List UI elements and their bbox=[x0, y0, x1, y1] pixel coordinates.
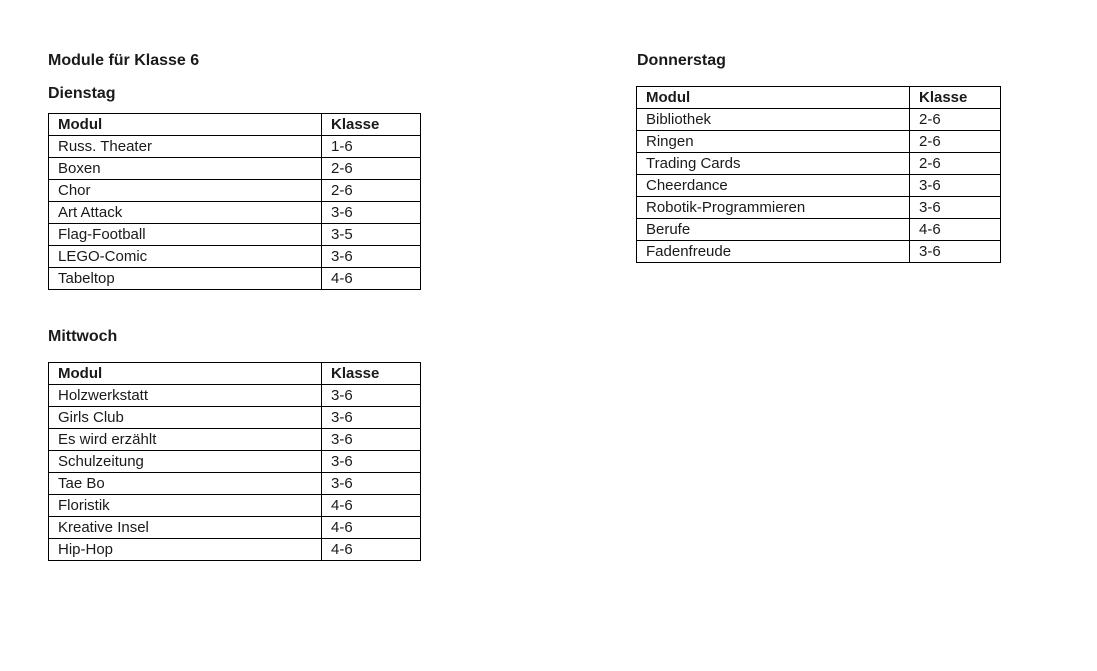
table-row bbox=[49, 407, 421, 429]
modul-cell: Girls Club bbox=[49, 407, 322, 429]
modul-cell: Schulzeitung bbox=[49, 451, 322, 473]
table-row bbox=[637, 175, 1001, 197]
klasse-cell: 3-5 bbox=[322, 224, 421, 246]
table-row bbox=[637, 109, 1001, 131]
column-header-modul: Modul bbox=[49, 363, 322, 385]
table-row bbox=[49, 158, 421, 180]
modul-cell: Bibliothek bbox=[637, 109, 910, 131]
column-header-klasse: Klasse bbox=[322, 363, 421, 385]
table-row bbox=[637, 153, 1001, 175]
table-row bbox=[49, 451, 421, 473]
dienstag-table bbox=[48, 113, 421, 290]
table-row bbox=[49, 539, 421, 561]
klasse-cell: 2-6 bbox=[910, 109, 1001, 131]
table-row bbox=[49, 268, 421, 290]
table-row bbox=[49, 517, 421, 539]
klasse-cell: 3-6 bbox=[910, 175, 1001, 197]
klasse-cell: 2-6 bbox=[322, 180, 421, 202]
klasse-cell: 2-6 bbox=[910, 153, 1001, 175]
donnerstag-table bbox=[636, 86, 1001, 263]
modul-cell: LEGO-Comic bbox=[49, 246, 322, 268]
klasse-cell: 2-6 bbox=[910, 131, 1001, 153]
modul-cell: Tae Bo bbox=[49, 473, 322, 495]
modul-cell: Boxen bbox=[49, 158, 322, 180]
klasse-cell: 1-6 bbox=[322, 136, 421, 158]
column-header-modul: Modul bbox=[49, 114, 322, 136]
mittwoch-table bbox=[48, 362, 421, 561]
klasse-cell: 3-6 bbox=[322, 202, 421, 224]
modul-cell: Tabeltop bbox=[49, 268, 322, 290]
klasse-cell: 2-6 bbox=[322, 158, 421, 180]
klasse-cell: 3-6 bbox=[322, 385, 421, 407]
modul-cell: Berufe bbox=[637, 219, 910, 241]
table-row bbox=[49, 473, 421, 495]
klasse-cell: 3-6 bbox=[322, 407, 421, 429]
table-row bbox=[49, 180, 421, 202]
modul-cell: Russ. Theater bbox=[49, 136, 322, 158]
table-row bbox=[49, 385, 421, 407]
section-heading-donnerstag: Donnerstag bbox=[637, 52, 726, 69]
table-row bbox=[637, 131, 1001, 153]
klasse-cell: 3-6 bbox=[910, 197, 1001, 219]
modul-cell: Chor bbox=[49, 180, 322, 202]
modul-cell: Fadenfreude bbox=[637, 241, 910, 263]
modul-cell: Cheerdance bbox=[637, 175, 910, 197]
table-row bbox=[49, 202, 421, 224]
klasse-cell: 3-6 bbox=[322, 473, 421, 495]
modul-cell: Flag-Football bbox=[49, 224, 322, 246]
modul-cell: Es wird erzählt bbox=[49, 429, 322, 451]
klasse-cell: 3-6 bbox=[322, 429, 421, 451]
column-header-modul: Modul bbox=[637, 87, 910, 109]
klasse-cell: 3-6 bbox=[910, 241, 1001, 263]
section-heading-dienstag: Dienstag bbox=[48, 85, 116, 102]
table-row bbox=[49, 224, 421, 246]
table-row bbox=[49, 429, 421, 451]
modul-cell: Robotik-Programmieren bbox=[637, 197, 910, 219]
klasse-cell: 4-6 bbox=[322, 495, 421, 517]
klasse-cell: 3-6 bbox=[322, 451, 421, 473]
column-header-klasse: Klasse bbox=[910, 87, 1001, 109]
klasse-cell: 3-6 bbox=[322, 246, 421, 268]
modul-cell: Floristik bbox=[49, 495, 322, 517]
table-header-row bbox=[49, 114, 421, 136]
table-row bbox=[49, 136, 421, 158]
column-header-klasse: Klasse bbox=[322, 114, 421, 136]
klasse-cell: 4-6 bbox=[322, 539, 421, 561]
table-row bbox=[637, 219, 1001, 241]
page-title: Module für Klasse 6 bbox=[48, 52, 200, 69]
klasse-cell: 4-6 bbox=[322, 517, 421, 539]
modul-cell: Trading Cards bbox=[637, 153, 910, 175]
modul-cell: Kreative Insel bbox=[49, 517, 322, 539]
table-row bbox=[49, 495, 421, 517]
modul-cell: Holzwerkstatt bbox=[49, 385, 322, 407]
table-row bbox=[49, 246, 421, 268]
table-header-row bbox=[637, 87, 1001, 109]
modul-cell: Ringen bbox=[637, 131, 910, 153]
klasse-cell: 4-6 bbox=[322, 268, 421, 290]
table-row bbox=[637, 197, 1001, 219]
klasse-cell: 4-6 bbox=[910, 219, 1001, 241]
modul-cell: Hip-Hop bbox=[49, 539, 322, 561]
table-row bbox=[637, 241, 1001, 263]
section-heading-mittwoch: Mittwoch bbox=[48, 328, 118, 345]
modul-cell: Art Attack bbox=[49, 202, 322, 224]
table-header-row bbox=[49, 363, 421, 385]
